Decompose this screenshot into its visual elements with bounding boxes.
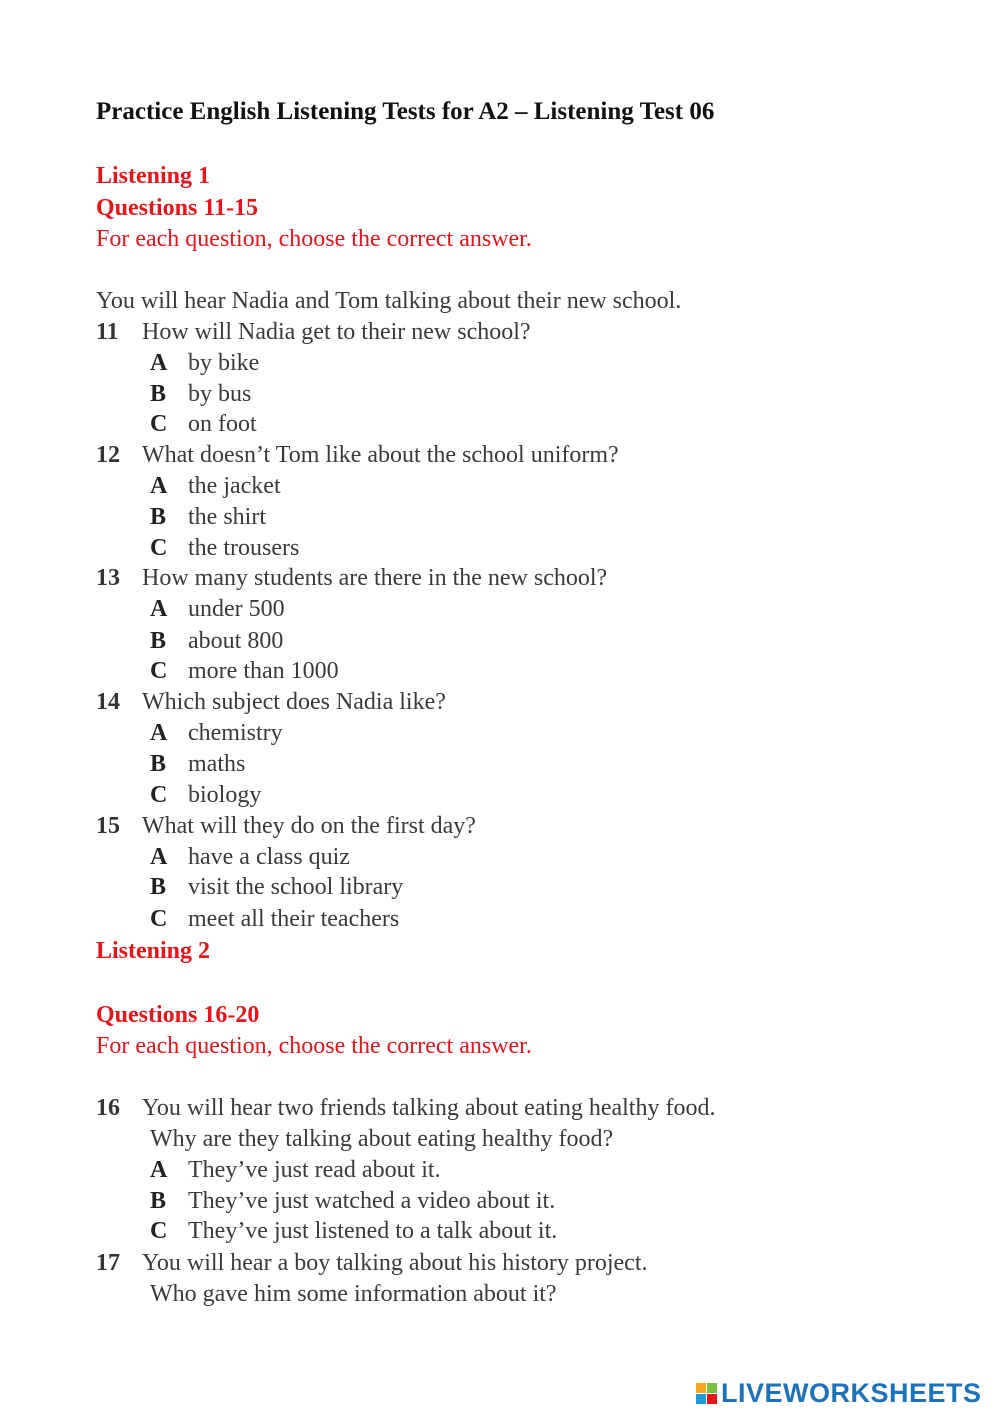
option-text: by bike — [188, 350, 260, 376]
option-16-c[interactable] — [150, 1216, 557, 1246]
option-13-c[interactable] — [150, 656, 339, 686]
option-text: about 800 — [188, 628, 284, 654]
question-number: 15 — [96, 813, 120, 839]
option-11-b[interactable] — [150, 379, 251, 409]
question-number: 12 — [96, 442, 120, 468]
option-16-a[interactable] — [150, 1155, 441, 1185]
instruction-part1: For each question, choose the correct answer. — [96, 226, 532, 252]
option-letter: C — [150, 906, 168, 932]
section-heading-listening-1: Listening 1 — [96, 163, 211, 189]
option-text: the jacket — [188, 473, 281, 499]
question-text: Which subject does Nadia like? — [142, 689, 446, 715]
option-14-a[interactable] — [150, 718, 283, 748]
instruction-part2: For each question, choose the correct answer. — [96, 1033, 532, 1059]
option-text: They’ve just watched a video about it. — [188, 1188, 556, 1214]
option-text: on foot — [188, 411, 257, 437]
question-text: You will hear two friends talking about eating healthy food. — [142, 1095, 716, 1121]
question-14 — [96, 687, 446, 717]
option-11-c[interactable] — [150, 409, 257, 439]
option-letter: C — [150, 411, 168, 437]
question-number: 14 — [96, 689, 120, 715]
question-16 — [96, 1093, 715, 1123]
option-letter: B — [150, 874, 167, 900]
option-letter: B — [150, 1188, 167, 1214]
option-letter: A — [150, 1157, 168, 1183]
option-text: meet all their teachers — [188, 906, 400, 932]
option-15-b[interactable] — [150, 872, 403, 902]
liveworksheets-logo-icon — [696, 1383, 717, 1404]
logo-text: LIVEWORKSHEETS — [721, 1378, 982, 1408]
option-letter: B — [150, 628, 167, 654]
question-17 — [96, 1248, 648, 1278]
question-text: What will they do on the first day? — [142, 813, 476, 839]
option-text: the trousers — [188, 535, 300, 561]
questions-range-16-20: Questions 16-20 — [96, 1002, 260, 1028]
option-text: They’ve just listened to a talk about it. — [188, 1218, 558, 1244]
question-text: What doesn’t Tom like about the school uniform? — [142, 442, 619, 468]
question-12 — [96, 440, 619, 470]
option-letter: A — [150, 720, 168, 746]
option-15-c[interactable] — [150, 904, 399, 934]
option-letter: B — [150, 381, 167, 407]
question-13 — [96, 563, 607, 593]
question-number: 11 — [96, 319, 119, 345]
option-14-c[interactable] — [150, 780, 261, 810]
option-letter: A — [150, 350, 168, 376]
option-letter: C — [150, 535, 168, 561]
liveworksheets-logo[interactable] — [696, 1378, 982, 1409]
option-letter: B — [150, 504, 167, 530]
option-text: more than 1000 — [188, 658, 339, 684]
option-12-a[interactable] — [150, 471, 281, 501]
option-letter: C — [150, 1218, 168, 1244]
question-16-prompt: Why are they talking about eating healthy food? — [150, 1126, 614, 1152]
option-letter: A — [150, 596, 168, 622]
option-text: visit the school library — [188, 874, 404, 900]
question-number: 17 — [96, 1250, 120, 1276]
document-title: Practice English Listening Tests for A2 – Listening Test 06 — [96, 98, 715, 125]
question-15 — [96, 811, 476, 841]
option-letter: A — [150, 844, 168, 870]
intro-part1: You will hear Nadia and Tom talking about their new school. — [96, 288, 682, 314]
logo-square — [696, 1383, 706, 1393]
option-16-b[interactable] — [150, 1186, 555, 1216]
question-11 — [96, 317, 531, 347]
option-text: They’ve just read about it. — [188, 1157, 441, 1183]
option-text: the shirt — [188, 504, 266, 530]
option-14-b[interactable] — [150, 749, 245, 779]
section-heading-listening-2: Listening 2 — [96, 938, 211, 964]
option-letter: C — [150, 782, 168, 808]
questions-range-11-15: Questions 11-15 — [96, 195, 259, 221]
option-text: under 500 — [188, 596, 285, 622]
option-13-b[interactable] — [150, 626, 283, 656]
question-text: You will hear a boy talking about his history project. — [142, 1250, 648, 1276]
option-13-a[interactable] — [150, 594, 285, 624]
option-text: chemistry — [188, 720, 283, 746]
option-text: maths — [188, 751, 246, 777]
option-text: biology — [188, 782, 262, 808]
option-11-a[interactable] — [150, 348, 259, 378]
question-number: 13 — [96, 565, 120, 591]
option-12-c[interactable] — [150, 533, 299, 563]
option-letter: A — [150, 473, 168, 499]
question-17-prompt: Who gave him some information about it? — [150, 1281, 557, 1307]
logo-square — [707, 1394, 717, 1404]
logo-square — [696, 1394, 706, 1404]
question-text: How many students are there in the new school? — [142, 565, 608, 591]
option-letter: B — [150, 751, 167, 777]
question-text: How will Nadia get to their new school? — [142, 319, 531, 345]
option-text: have a class quiz — [188, 844, 350, 870]
option-text: by bus — [188, 381, 252, 407]
question-number: 16 — [96, 1095, 120, 1121]
option-letter: C — [150, 658, 168, 684]
option-15-a[interactable] — [150, 842, 350, 872]
option-12-b[interactable] — [150, 502, 266, 532]
logo-square — [707, 1383, 717, 1393]
